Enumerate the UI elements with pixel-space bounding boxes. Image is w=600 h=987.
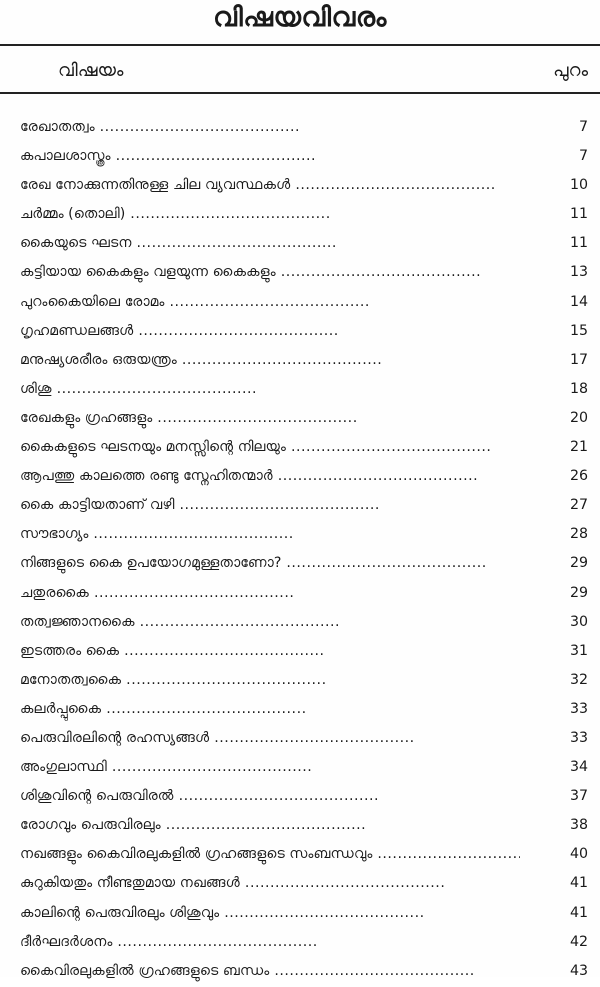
toc-entry [0, 201, 600, 230]
toc-entry [0, 521, 600, 550]
toc-entry-topic-wrap [20, 201, 520, 230]
toc-entry [0, 725, 600, 754]
toc-entry-topic: രേഖ നോക്കുന്നതിനുള്ള ചില വ്യവസ്ഥകൾ ..... [20, 177, 496, 193]
toc-entry-topic-wrap [20, 812, 520, 841]
toc-entry-topic-wrap [20, 870, 520, 899]
toc-entry-page-number: 14 [569, 293, 588, 310]
toc-entry-topic-wrap [20, 434, 520, 463]
toc-entry-topic-wrap [20, 492, 520, 521]
toc-entry-topic: കൈയുടെ ഘടന ..... [20, 235, 337, 251]
toc-entry [0, 434, 600, 463]
toc-entry-topic-wrap [20, 463, 520, 492]
table-header [0, 56, 600, 86]
toc-entry [0, 172, 600, 201]
toc-entry-topic-wrap [20, 289, 520, 318]
toc-entry-topic-wrap [20, 638, 520, 667]
toc-entry-page-number: 27 [569, 497, 588, 514]
toc-entry-page-number: 37 [569, 788, 588, 805]
toc-entry-page-number: 17 [569, 351, 588, 368]
toc-entry-topic: കട്ടിയായ കൈകളും വളയുന്ന കൈകളും ..... [20, 264, 481, 280]
toc-entry-page-number: 33 [569, 700, 588, 717]
top-rule [0, 44, 600, 46]
toc-entry [0, 754, 600, 783]
toc-entry [0, 958, 600, 987]
toc-entry-topic-wrap [20, 929, 520, 958]
toc-entry-page-number: 41 [569, 875, 588, 892]
header-rule [0, 92, 600, 94]
toc-entry [0, 289, 600, 318]
toc-entry [0, 492, 600, 521]
toc-entry-page-number: 29 [569, 555, 588, 572]
toc-entry-page-number: 10 [569, 177, 588, 194]
toc-entry-topic-wrap [20, 725, 520, 754]
toc-entry-page-number: 31 [569, 642, 588, 659]
toc-entry [0, 609, 600, 638]
toc-entry-page-number: 7 [578, 119, 588, 135]
toc-entry-topic: ഗൃഹമണ്ഡലങ്ങൾ ..... [20, 323, 339, 339]
toc-entry-topic-wrap [20, 580, 520, 609]
toc-entry-topic: കാലിന്റെ പെരുവിരലും ശിശുവും ..... [20, 905, 425, 921]
toc-entry-topic: രോഗവും പെരുവിരലും ..... [20, 817, 366, 833]
toc-entry-topic-wrap [20, 550, 520, 579]
toc-entry-topic-wrap [20, 143, 520, 172]
toc-entry-topic: കുറുകിയതും നീണ്ടതുമായ നഖങ്ങൾ ..... [20, 875, 445, 891]
toc-entry-topic: മനോതത്വകൈ ..... [20, 672, 327, 688]
toc-entry [0, 870, 600, 899]
toc-entry [0, 900, 600, 929]
toc-entry-topic: നഖങ്ങളും കൈവിരലുകളിൽ ഗ്രഹങ്ങളുടെ സംബന്ധവും ..... [20, 846, 520, 862]
toc-entry-topic: ശിശു ..... [20, 381, 257, 397]
toc-entry [0, 463, 600, 492]
toc-entry [0, 318, 600, 347]
toc-entry [0, 230, 600, 259]
toc-entry [0, 929, 600, 958]
toc-entry [0, 550, 600, 579]
toc-entry-page-number: 15 [569, 322, 588, 339]
toc-entry-topic: കൈ കാട്ടിയതാണ് വഴി ..... [20, 497, 380, 513]
toc-entry-page-number: 40 [569, 846, 588, 863]
toc-entry-topic: സൗഭാഗ്യം ..... [20, 526, 294, 542]
toc-entry-topic: ദീർഘദർശനം ..... [20, 934, 318, 950]
toc-entry-topic: കൈകളുടെ ഘടനയും മനസ്സിന്റെ നിലയും ..... [20, 439, 491, 455]
toc-entry-topic: കലർപ്പുകൈ ..... [20, 701, 307, 717]
toc-entry-page-number: 13 [569, 264, 588, 281]
toc-entry-page-number: 7 [578, 148, 588, 165]
toc-entry [0, 841, 600, 870]
toc-entry-topic-wrap [20, 172, 520, 201]
toc-entry-topic: ഇടത്തരം കൈ ..... [20, 643, 325, 659]
toc-entry-topic: രേഖകളും ഗ്രഹങ്ങളും ..... [20, 410, 358, 426]
toc-entry-topic-wrap [20, 376, 520, 405]
toc-entry [0, 696, 600, 725]
toc-entry-topic: കൈവിരലുകളിൽ ഗ്രഹങ്ങളുടെ ബന്ധം ..... [20, 963, 475, 979]
toc-entry-topic-wrap [20, 958, 520, 987]
toc-entry-page-number: 20 [569, 409, 588, 426]
toc-entry-page-number: 26 [569, 468, 588, 485]
toc-entry-topic-wrap [20, 347, 520, 376]
page-column-header: പുറം [553, 60, 588, 81]
toc-entry-topic-wrap [20, 609, 520, 638]
toc-entry-topic-wrap [20, 754, 520, 783]
toc-entry-topic: ശിശുവിന്റെ പെരുവിരൽ ..... [20, 788, 379, 804]
toc-entry [0, 667, 600, 696]
page-title: വിഷയവിവരം [213, 2, 387, 33]
topic-column-header: വിഷയം [58, 60, 124, 81]
toc-entry-topic: രേഖാതത്വം ..... [20, 119, 300, 135]
toc-entry-topic-wrap [20, 230, 520, 259]
toc-entry [0, 405, 600, 434]
toc-entry [0, 812, 600, 841]
toc-entry-topic: പെരുവിരലിന്റെ രഹസ്യങ്ങൾ ..... [20, 730, 415, 746]
toc-entry-topic-wrap [20, 696, 520, 725]
toc-entry-page-number: 43 [569, 962, 588, 979]
toc-entry-topic: കപാലശാസ്ത്രം ..... [20, 148, 316, 164]
toc-entry-topic: തത്വജ്ഞാനകൈ ..... [20, 614, 340, 630]
toc-entry-topic: അംഗുലാസ്ഥി ..... [20, 759, 312, 775]
toc-entry [0, 376, 600, 405]
toc-entry-topic-wrap [20, 405, 520, 434]
toc-entry-page-number: 21 [569, 439, 588, 456]
toc-entry-topic-wrap [20, 259, 520, 288]
toc-entry [0, 347, 600, 376]
toc-entry-topic: ചതുരകൈ ..... [20, 585, 294, 601]
toc-entry-page-number: 11 [569, 206, 588, 223]
toc-entry-topic-wrap [20, 318, 520, 347]
toc-entry-page-number: 34 [569, 759, 588, 776]
toc-entry-page-number: 42 [569, 933, 588, 950]
toc-entry-page-number: 32 [569, 671, 588, 688]
toc-entry [0, 638, 600, 667]
toc-entry [0, 259, 600, 288]
toc-entry-page-number: 41 [569, 904, 588, 921]
toc-entry-page-number: 28 [569, 526, 588, 543]
toc-entry-topic-wrap [20, 521, 520, 550]
toc-entry [0, 143, 600, 172]
toc-entry-topic: പുറംകൈയിലെ രോമം ..... [20, 294, 370, 310]
toc-entry-page-number: 29 [569, 584, 588, 601]
toc-entry-topic-wrap [20, 900, 520, 929]
toc-entry [0, 783, 600, 812]
toc-entry-page-number: 11 [569, 235, 588, 252]
toc-entry-page-number: 33 [569, 729, 588, 746]
toc-entry-topic: മനുഷ്യശരീരം ഒരുയന്ത്രം ..... [20, 352, 382, 368]
toc-entry-page-number: 18 [569, 380, 588, 397]
toc-entry-page-number: 30 [569, 613, 588, 630]
toc-entry-topic: നിങ്ങളുടെ കൈ ഉപയോഗമുള്ളതാണോ? ..... [20, 555, 487, 571]
toc-entry [0, 114, 600, 143]
toc-entry-topic-wrap [20, 783, 520, 812]
toc-entry-topic-wrap [20, 114, 520, 143]
toc-entry-topic-wrap [20, 667, 520, 696]
toc-entry-topic: ആപത്തു കാലത്തെ രണ്ടു സ്നേഹിതന്മാർ ..... [20, 468, 478, 484]
toc-entry [0, 580, 600, 609]
table-of-contents [0, 114, 600, 987]
toc-entry-page-number: 38 [569, 817, 588, 834]
toc-entry-topic: ചർമ്മം (തൊലി) ..... [20, 206, 331, 222]
toc-entry-topic-wrap [20, 841, 520, 870]
